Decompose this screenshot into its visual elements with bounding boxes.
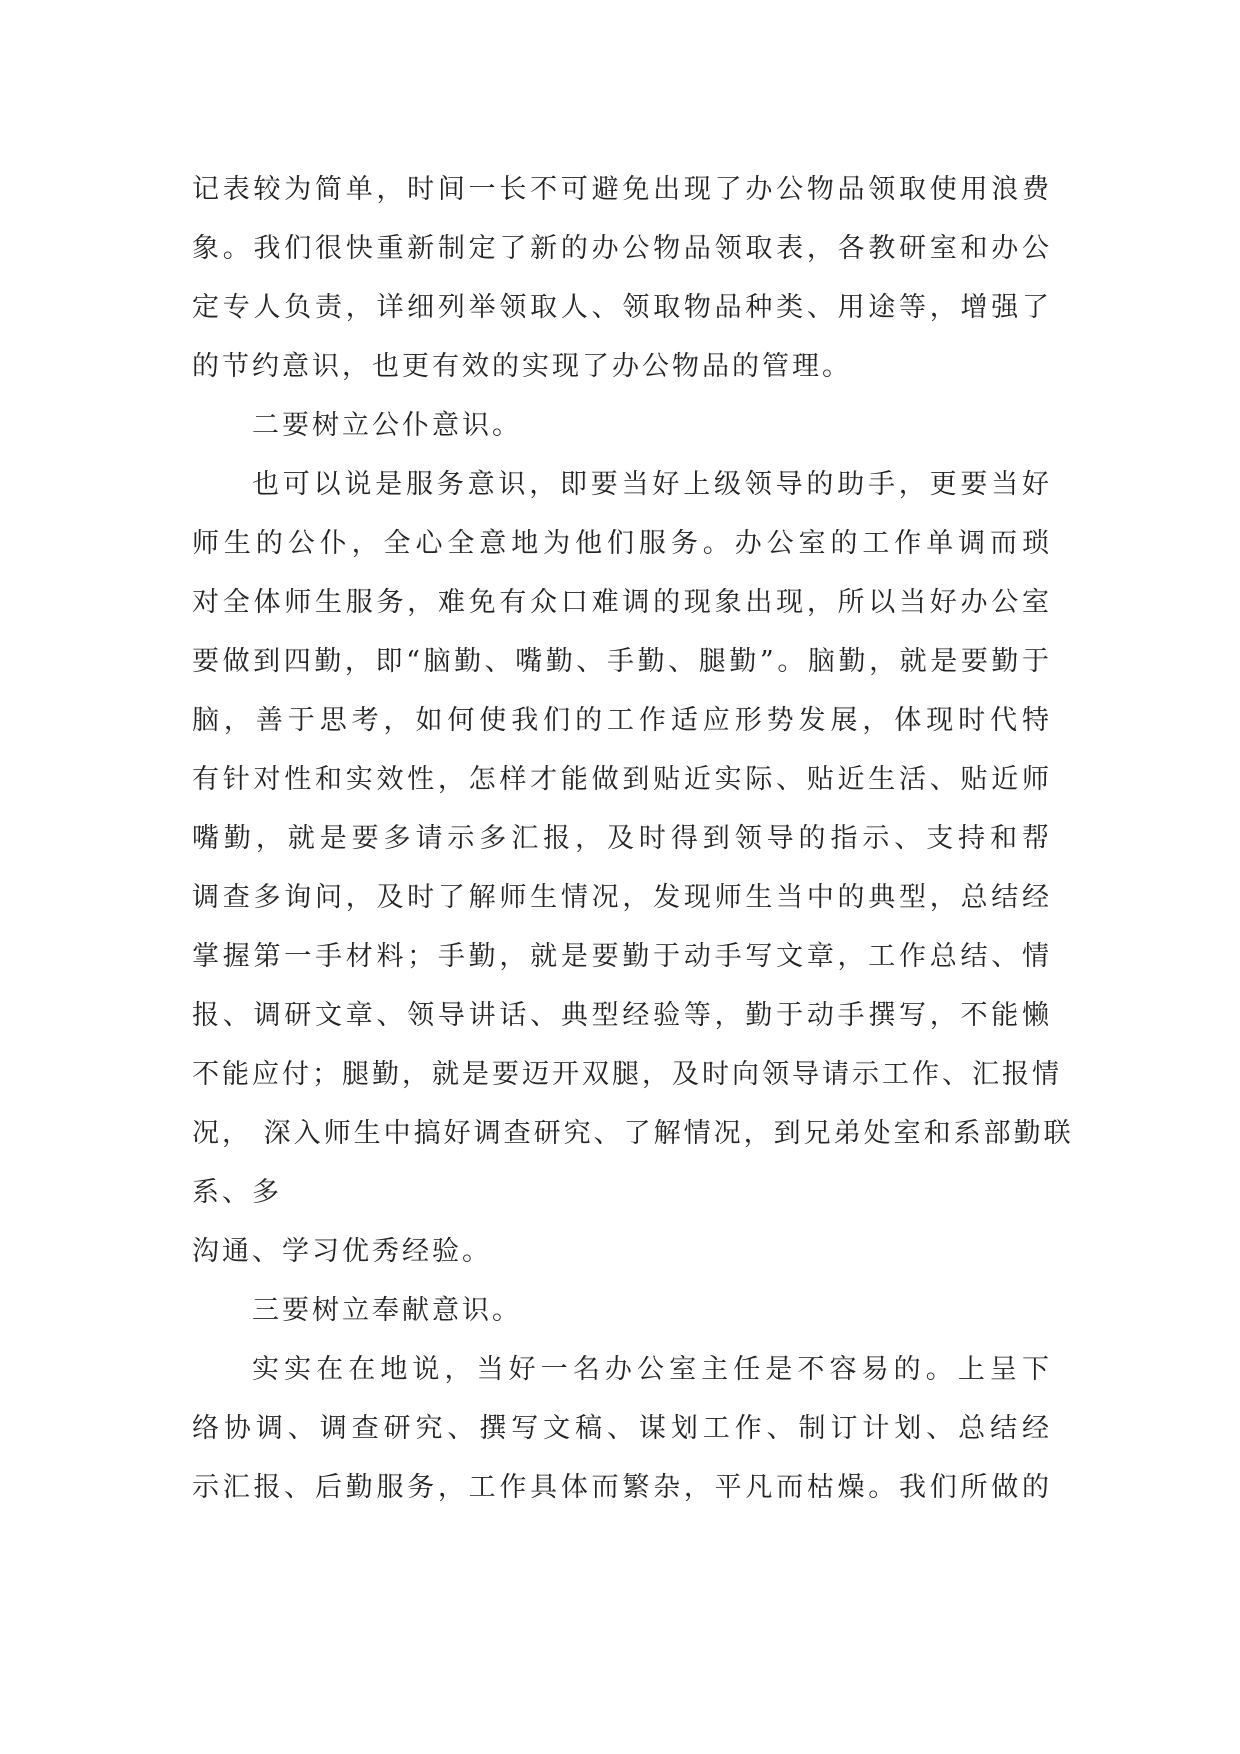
text-line: 记表较为简单，时间一长不可避免出现了办公物品领取使用浪费	[192, 174, 1052, 205]
text-line: 掌握第一手材料；手勤，就是要勤于动手写文章，工作总结、情	[192, 941, 1052, 972]
document-body	[192, 160, 1074, 1517]
text-line: 脑，善于思考，如何使我们的工作适应形势发展，体现时代特	[192, 705, 1052, 736]
text-line: 络协调、调查研究、撰写文稿、谋划工作、制订计划、总结经	[192, 1413, 1052, 1444]
text-line: 有针对性和实效性，怎样才能做到贴近实际、贴近生活、贴近师	[192, 764, 1052, 795]
text-line: 调查多询问，及时了解师生情况，发现师生当中的典型，总结经	[192, 882, 1052, 913]
text-line: 沟通、学习优秀经验。	[192, 1236, 492, 1267]
text-line: 实实在在地说，当好一名办公室主任是不容易的。上呈下	[252, 1354, 1052, 1385]
text-line: 要做到四勤，即“脑勤、嘴勤、手勤、腿勤”。脑勤，就是要勤于	[192, 646, 1052, 677]
text-line: 报、调研文章、领导讲话、典型经验等，勤于动手撰写，不能懒	[192, 1000, 1052, 1031]
text-line: 对全体师生服务，难免有众口难调的现象出现，所以当好办公室	[192, 587, 1052, 618]
text-line: 象。我们很快重新制定了新的办公物品领取表，各教研室和办公	[192, 233, 1052, 264]
text-line: 嘴勤，就是要多请示多汇报，及时得到领导的指示、支持和帮	[192, 823, 1052, 854]
text-line: 况， 深入师生中搞好调查研究、了解情况，到兄弟处室和系部勤联	[192, 1118, 1074, 1149]
text-line: 的节约意识，也更有效的实现了办公物品的管理。	[192, 351, 852, 382]
text-line: 系、多	[192, 1177, 282, 1208]
text-line: 师生的公仆，全心全意地为他们服务。办公室的工作单调而琐	[192, 528, 1052, 559]
text-line: 也可以说是服务意识，即要当好上级领导的助手，更要当好	[252, 469, 1052, 500]
text-line: 不能应付；腿勤，就是要迈开双腿，及时向领导请示工作、汇报情	[192, 1059, 1062, 1090]
text-line: 定专人负责，详细列举领取人、领取物品种类、用途等，增强了	[192, 292, 1052, 323]
section-heading-2: 二要树立公仆意识。	[252, 410, 522, 441]
section-heading-3: 三要树立奉献意识。	[252, 1295, 522, 1326]
text-line: 示汇报、后勤服务，工作具体而繁杂，平凡而枯燥。我们所做的	[192, 1472, 1052, 1503]
